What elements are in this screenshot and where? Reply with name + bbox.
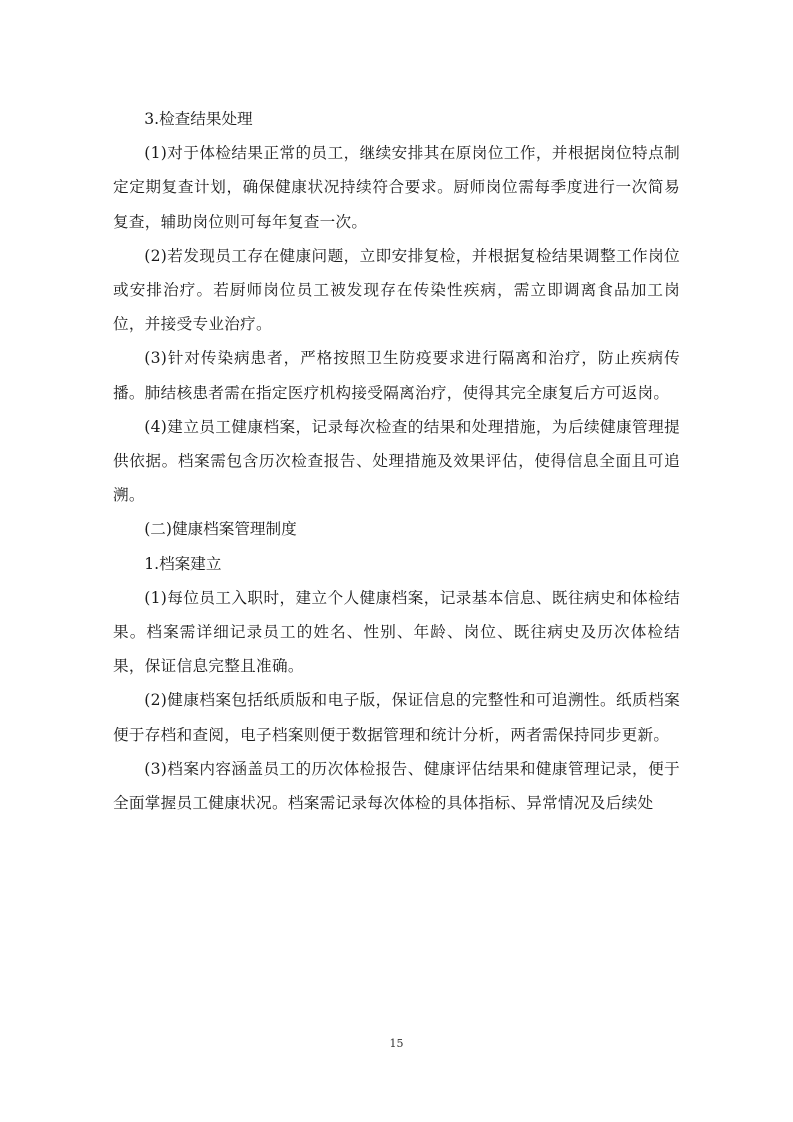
- paragraph-normal-results: (1)对于体检结果正常的员工，继续安排其在原岗位工作，并根据岗位特点制定定期复查计划，确保健康状况持续符合要求。厨师岗位需每季度进行一次简易复查，辅助岗位则可每年复查一次。: [113, 144, 680, 231]
- subsection-heading-archive-creation: 1.档案建立: [144, 554, 222, 573]
- paragraph-health-problems: (2)若发现员工存在健康问题，立即安排复检，并根据复检结果调整工作岗位或安排治疗。若厨师岗位员工被发现存在传染性疾病，需立即调离食品加工岗位，并接受专业治疗。: [113, 246, 680, 334]
- page-number: 15: [389, 1037, 404, 1050]
- paragraph-health-records: (4)建立员工健康档案，记录每次检查的结果和处理措施，为后续健康管理提供依据。档案需包含历次检查报告、处理措施及效果评估，使得信息全面且可追溯。: [113, 417, 680, 505]
- section-heading-archive-management: (二)健康档案管理制度: [144, 520, 297, 539]
- section-heading-results-handling: 3.检查结果处理: [144, 110, 253, 128]
- paragraph-infectious-disease: (3)针对传染病患者，严格按照卫生防疫要求进行隔离和治疗，防止疾病传播。肺结核患者需在指定医疗机构接受隔离治疗，使得其完全康复后方可返岗。: [113, 349, 680, 402]
- paragraph-archive-content: (3)档案内容涵盖员工的历次体检报告、健康评估结果和健康管理记录，便于全面掌握员工健康状况。档案需记录每次体检的具体指标、异常情况及后续处: [113, 759, 680, 813]
- paragraph-paper-electronic: (2)健康档案包括纸质版和电子版，保证信息的完整性和可追溯性。纸质档案便于存档和查阅，电子档案则便于数据管理和统计分析，两者需保持同步更新。: [113, 691, 680, 744]
- paragraph-onboarding-archive: (1)每位员工入职时，建立个人健康档案，记录基本信息、既往病史和体检结果。档案需详细记录员工的姓名、性别、年龄、岗位、既往病史及历次体检结果，保证信息完整且准确。: [113, 588, 680, 676]
- document-body: [113, 102, 680, 820]
